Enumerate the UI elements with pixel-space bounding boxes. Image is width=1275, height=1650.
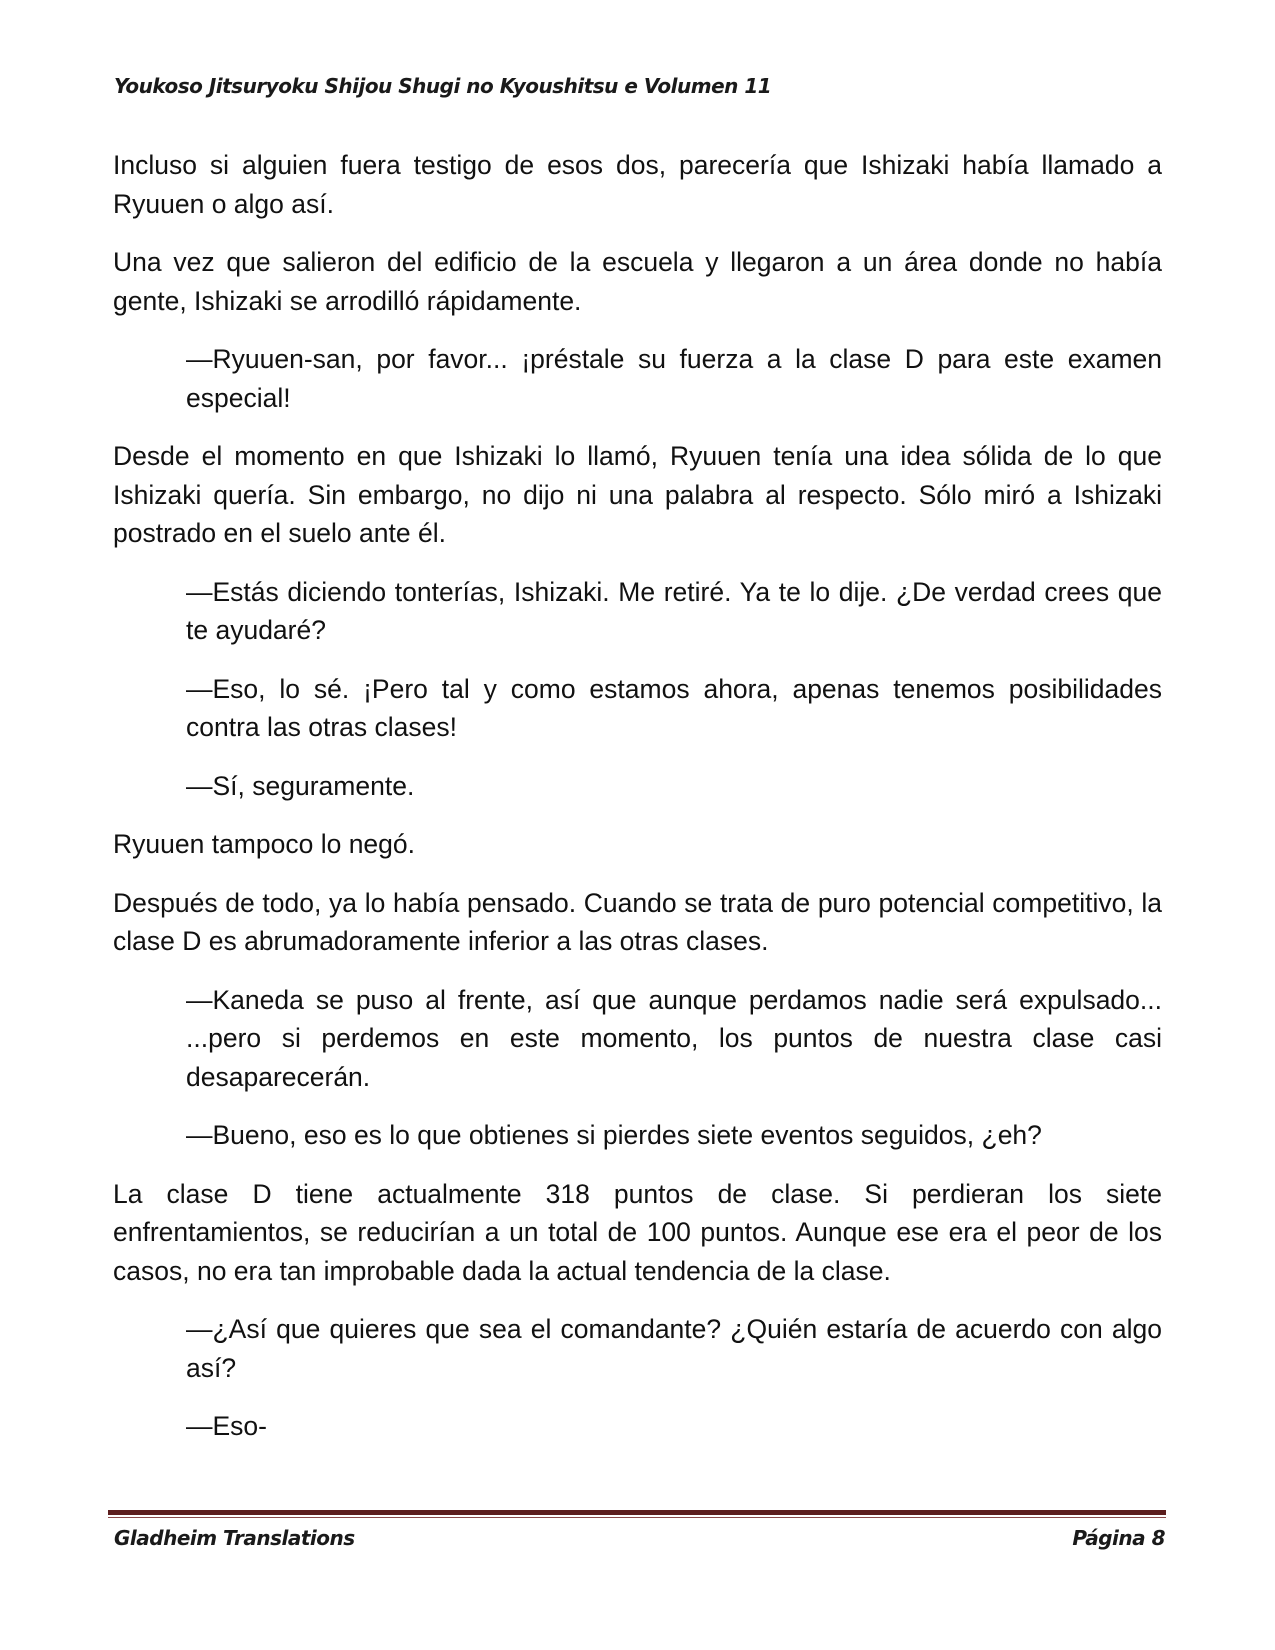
footer-translator: Gladheim Translations	[114, 1526, 355, 1550]
dialog-line-8: —Eso-	[186, 1411, 267, 1441]
paragraph-1: Incluso si alguien fuera testigo de esos dos, parecería que Ishizaki había llamado a Ryuuen o algo así.	[113, 150, 1162, 219]
dialog-line-1: —Ryuuen-san, por favor... ¡préstale su fuerza a la clase D para este examen especial!	[186, 344, 1162, 413]
dialog-line-6: —Bueno, eso es lo que obtienes si pierdes siete eventos seguidos, ¿eh?	[186, 1120, 1042, 1150]
footer-divider-thick	[108, 1510, 1166, 1515]
paragraph-6: La clase D tiene actualmente 318 puntos de clase. Si perdieran los siete enfrentamientos, se reducirían a un total de 100 puntos. Aunque ese era el peor de los casos, no era tan improbable dada la actual tendencia de la clase.	[113, 1178, 1162, 1286]
page-body	[113, 146, 1162, 1466]
dialog-line-5: —Kaneda se puso al frente, así que aunque perdamos nadie será expulsado... ...pero si perdemos en este momento, los puntos de nuestra clase casi desaparecerán.	[186, 984, 1162, 1092]
paragraph-2: Una vez que salieron del edificio de la escuela y llegaron a un área donde no había gente, Ishizaki se arrodilló rápidamente.	[113, 247, 1162, 316]
paragraph-5: Después de todo, ya lo había pensado. Cuando se trata de puro potencial competitivo, la clase D es abrumadoramente inferior a las otras clases.	[113, 887, 1162, 956]
dialog-line-2: —Estás diciendo tonterías, Ishizaki. Me retiré. Ya te lo dije. ¿De verdad crees que te ayudaré?	[186, 576, 1162, 645]
page-number: Página 8	[1072, 1526, 1165, 1550]
dialog-line-3: —Eso, lo sé. ¡Pero tal y como estamos ahora, apenas tenemos posibilidades contra las otras clases!	[186, 673, 1162, 742]
dialog-line-7: —¿Así que quieres que sea el comandante? ¿Quién estaría de acuerdo con algo así?	[186, 1314, 1162, 1383]
paragraph-4: Ryuuen tampoco lo negó.	[113, 829, 416, 859]
footer-divider	[108, 1510, 1166, 1519]
dialog-line-4: —Sí, seguramente.	[186, 770, 415, 801]
footer-divider-thin	[108, 1517, 1166, 1518]
paragraph-3: Desde el momento en que Ishizaki lo llamó, Ryuuen tenía una idea sólida de lo que Ishizaki quería. Sin embargo, no dijo ni una palabra al respecto. Sólo miró a Ishizaki postrado en el suelo ante él.	[113, 441, 1162, 548]
running-header: Youkoso Jitsuryoku Shijou Shugi no Kyoushitsu e Volumen 11	[114, 74, 772, 98]
